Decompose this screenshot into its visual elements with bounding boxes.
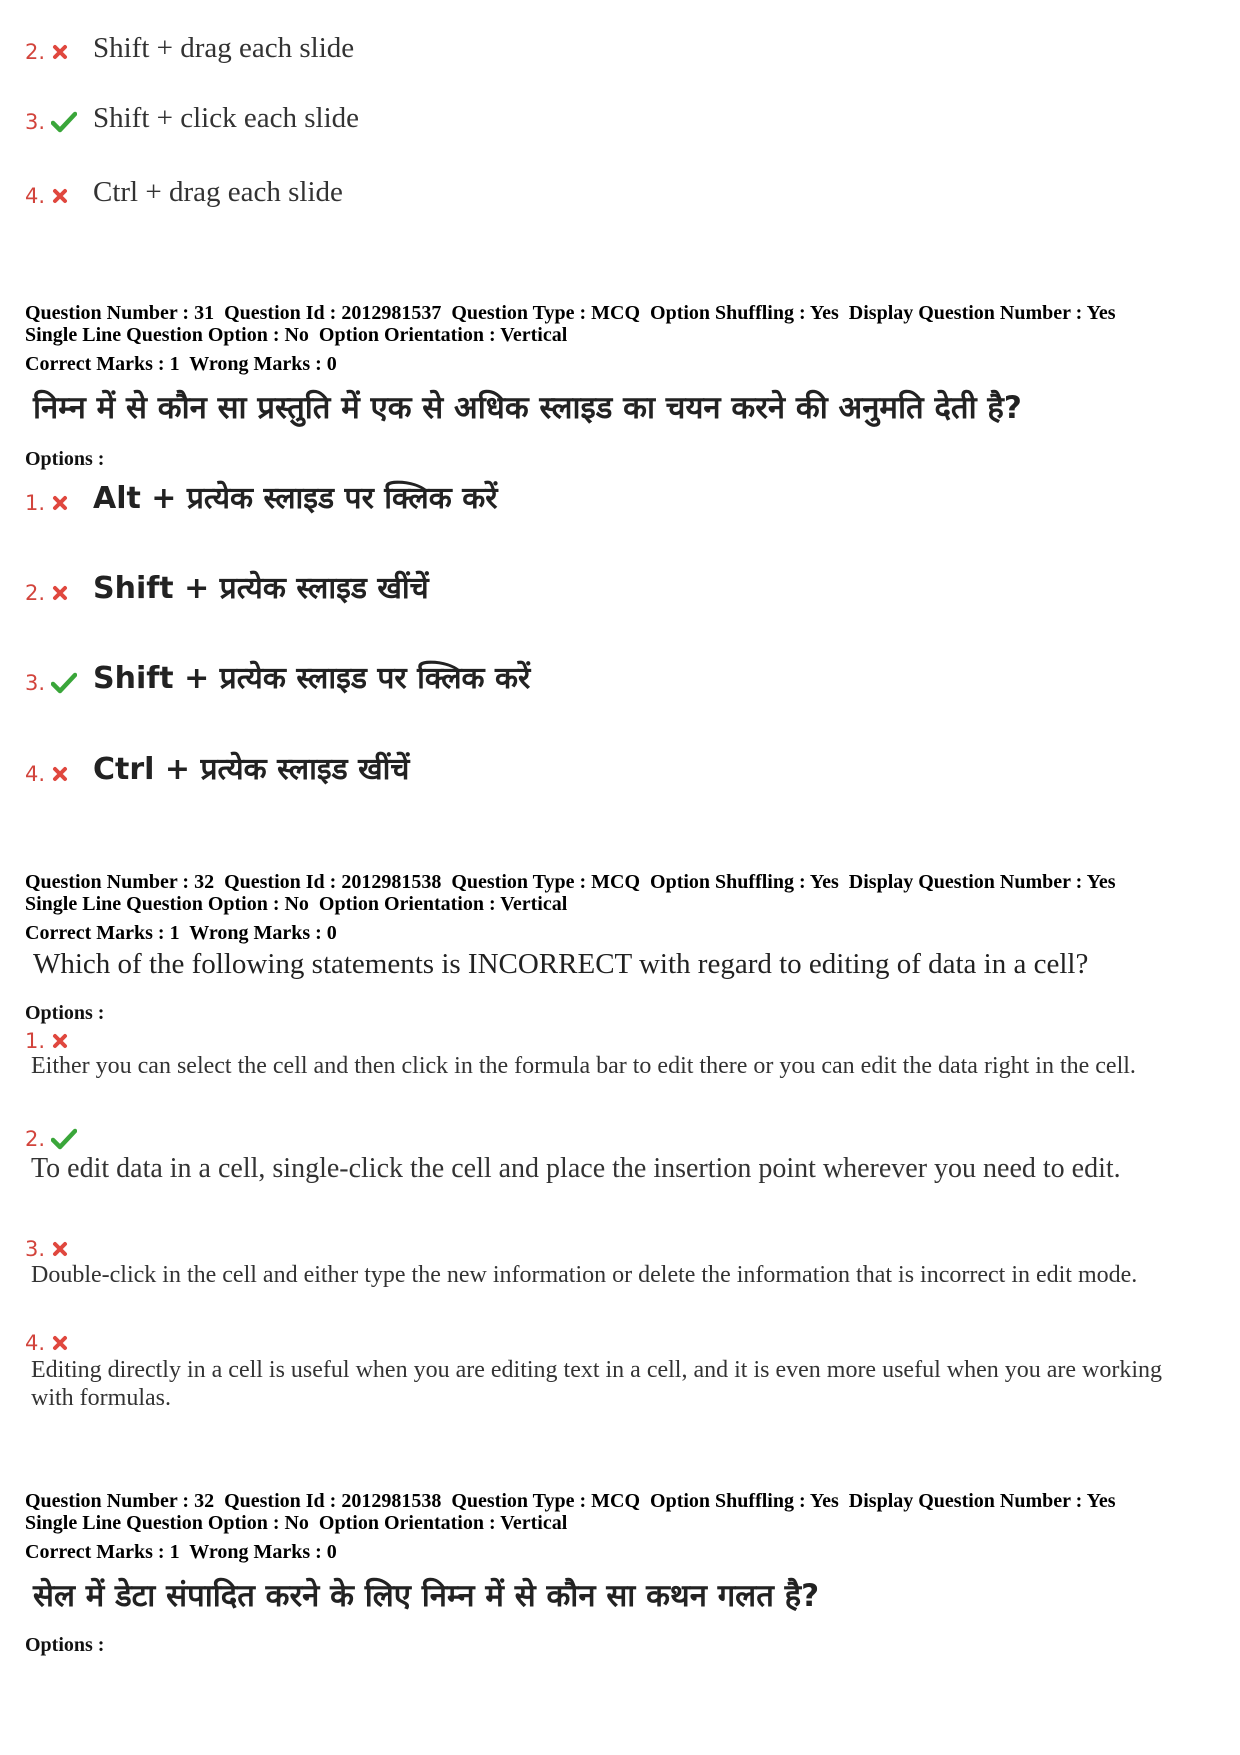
question-meta-options: Single Line Question Option : No Option Orientation : Vertical — [25, 324, 568, 346]
option-number: 1. — [25, 1029, 46, 1053]
option-header — [25, 1332, 83, 1354]
option-row — [25, 752, 410, 787]
option-row — [25, 104, 359, 133]
option-row — [25, 34, 354, 63]
option-number: 3. — [25, 110, 46, 134]
option-text: Alt + प्रत्येक स्लाइड पर क्लिक करें — [93, 481, 498, 516]
check-icon — [51, 672, 79, 694]
option-number: 4. — [25, 762, 46, 786]
options-label: Options : — [25, 448, 105, 470]
question-meta-options: Single Line Question Option : No Option Orientation : Vertical — [25, 893, 568, 915]
option-text: Shift + प्रत्येक स्लाइड पर क्लिक करें — [93, 661, 531, 696]
cross-icon — [51, 185, 79, 207]
option-header — [25, 1238, 83, 1260]
option-text: Ctrl + drag each slide — [93, 176, 343, 208]
option-row — [25, 481, 498, 516]
option-text: Shift + click each slide — [93, 102, 359, 134]
check-icon — [51, 1128, 79, 1150]
option-number: 3. — [25, 1237, 46, 1261]
option-text: Editing directly in a cell is useful when you are editing text in a cell, and it is even more useful when you are working with formulas. — [31, 1357, 1163, 1411]
option-number: 3. — [25, 671, 46, 695]
question-text: सेल में डेटा संपादित करने के लिए निम्न में से कौन सा कथन गलत है? — [33, 1578, 820, 1614]
options-label: Options : — [25, 1634, 105, 1656]
cross-icon — [51, 1332, 79, 1354]
question-meta: Question Number : 32 Question Id : 2012981538 Question Type : MCQ Option Shuffling : Yes Display Question Number : Yes — [25, 1490, 1116, 1512]
question-marks: Correct Marks : 1 Wrong Marks : 0 — [25, 922, 337, 944]
option-row — [25, 661, 531, 696]
option-header — [25, 1128, 83, 1150]
option-header — [25, 1030, 83, 1052]
cross-icon — [51, 1030, 79, 1052]
option-text: Ctrl + प्रत्येक स्लाइड खींचें — [93, 752, 410, 787]
question-marks: Correct Marks : 1 Wrong Marks : 0 — [25, 353, 337, 375]
cross-icon — [51, 763, 79, 785]
option-text: To edit data in a cell, single-click the cell and place the insertion point wherever you need to edit. — [31, 1153, 1121, 1184]
options-label: Options : — [25, 1002, 105, 1024]
option-row — [25, 178, 343, 207]
option-number: 2. — [25, 581, 46, 605]
option-number: 4. — [25, 1331, 46, 1355]
option-text: Either you can select the cell and then click in the formula bar to edit there or you can edit the data right in the cell. — [31, 1053, 1136, 1079]
question-meta: Question Number : 31 Question Id : 2012981537 Question Type : MCQ Option Shuffling : Yes Display Question Number : Yes — [25, 302, 1116, 324]
option-text: Shift + प्रत्येक स्लाइड खींचें — [93, 571, 429, 606]
option-number: 2. — [25, 40, 46, 64]
question-marks: Correct Marks : 1 Wrong Marks : 0 — [25, 1541, 337, 1563]
cross-icon — [51, 582, 79, 604]
option-number: 1. — [25, 491, 46, 515]
question-text: Which of the following statements is INCORRECT with regard to editing of data in a cell? — [33, 948, 1089, 980]
cross-icon — [51, 1238, 79, 1260]
option-row — [25, 571, 429, 606]
question-meta: Question Number : 32 Question Id : 2012981538 Question Type : MCQ Option Shuffling : Yes Display Question Number : Yes — [25, 871, 1116, 893]
option-number: 4. — [25, 184, 46, 208]
question-text: निम्न में से कौन सा प्रस्तुति में एक से अधिक स्लाइड का चयन करने की अनुमति देती है? — [33, 390, 1022, 426]
option-text: Double-click in the cell and either type the new information or delete the information that is incorrect in edit mode. — [31, 1262, 1138, 1288]
cross-icon — [51, 492, 79, 514]
cross-icon — [51, 41, 79, 63]
check-icon — [51, 111, 79, 133]
option-number: 2. — [25, 1127, 46, 1151]
question-meta-options: Single Line Question Option : No Option Orientation : Vertical — [25, 1512, 568, 1534]
option-text: Shift + drag each slide — [93, 32, 355, 64]
